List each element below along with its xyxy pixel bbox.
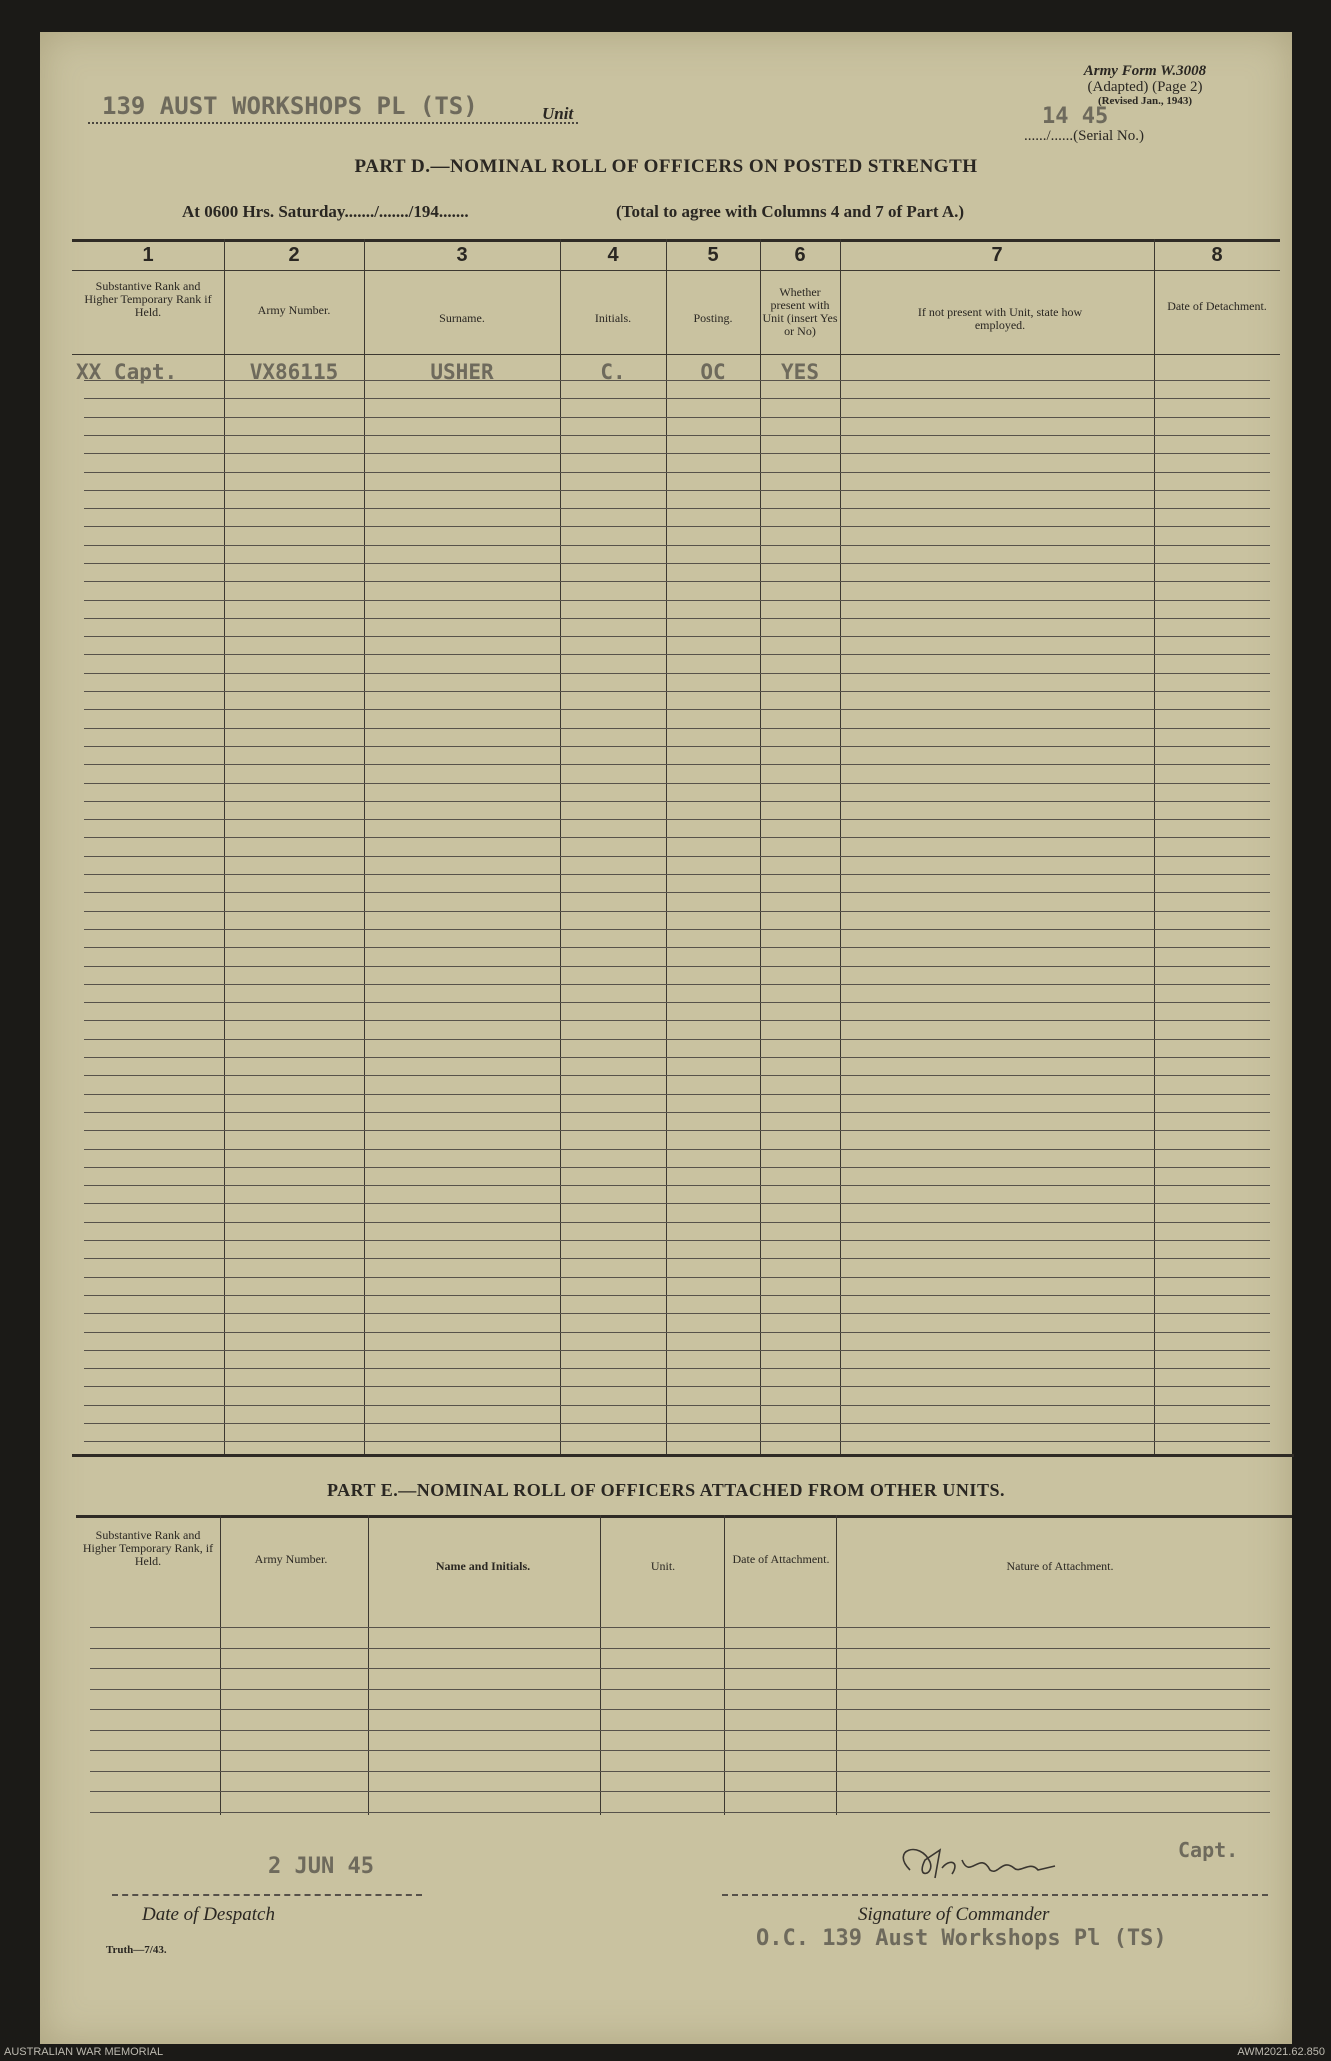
e-col-5-header: Date of Attachment. [732,1552,830,1566]
archive-id: AWM2021.62.850 [1237,2046,1325,2058]
col-3-header: Surname. [439,311,485,325]
part-d-column-divider [840,239,841,1454]
col-6-number: 6 [794,244,806,266]
e-col-2-header: Army Number. [254,1552,328,1566]
e-col-3-header: Name and Initials. [435,1559,531,1573]
part-e-column-divider [600,1515,601,1815]
col-8-number: 8 [1211,244,1223,266]
despatch-line [112,1894,422,1896]
unit-value: 139 AUST WORKSHOPS PL (TS) [102,92,478,120]
col-5-number: 5 [707,244,719,266]
part-d-row-line [84,966,1270,967]
row-1-rank: XX Capt. [76,360,178,384]
col-3-number: 3 [456,244,468,266]
part-d-row-line [84,874,1270,875]
part-d-row-line [84,929,1270,930]
part-d-row-line [84,1332,1270,1333]
part-d-row-line [84,1167,1270,1168]
e-col-1-header: Substantive Rank and Higher Temporary Rank, if Held. [82,1528,214,1568]
part-d-column-divider [560,239,561,1454]
part-e-column-divider [220,1515,221,1815]
printer-mark: Truth—7/43. [106,1944,167,1956]
part-e-row-line [90,1648,1270,1649]
part-d-row-line [84,508,1270,509]
col-4-header: Initials. [594,311,632,325]
col-7-number: 7 [991,244,1003,266]
despatch-label: Date of Despatch [142,1904,275,1925]
part-d-row-line [84,636,1270,637]
commander-unit-value: O.C. 139 Aust Workshops Pl (TS) [756,1926,1167,1951]
despatch-date-value: 2 JUN 45 [268,1854,374,1879]
row-1-posting: OC [700,360,726,384]
header-bottom-rule [72,354,1280,355]
part-d-row-line [84,563,1270,564]
table-bottom-rule [72,1454,1294,1457]
part-d-row-line [84,837,1270,838]
part-d-row-line [84,1185,1270,1186]
part-d-row-line [84,764,1270,765]
part-e-row-line [90,1750,1270,1751]
part-d-row-line [84,472,1270,473]
part-d-row-line [84,1149,1270,1150]
part-d-row-line [84,1057,1270,1058]
part-e-column-divider [724,1515,725,1815]
part-d-row-line [84,1240,1270,1241]
army-form-label: Army Form W.3008 [1083,63,1207,79]
col-5-header: Posting. [693,311,733,325]
serial-value: 14 45 [1042,104,1109,129]
part-e-top-rule [76,1515,1292,1518]
signature-line [722,1894,1268,1896]
part-e-row-line [90,1791,1270,1792]
part-d-row-line [84,435,1270,436]
part-e-row-line [90,1627,1270,1628]
part-d-row-line [84,398,1270,399]
row-1-surname: USHER [430,360,494,384]
part-e-title: PART E.—NOMINAL ROLL OF OFFICERS ATTACHED FROM OTHER UNITS. [327,1480,1005,1500]
part-e-row-line [90,1730,1270,1731]
part-e-column-divider [836,1515,837,1815]
part-d-row-line [84,1002,1270,1003]
col-1-header: Substantive Rank and Higher Temporary Rank if Held. [84,279,212,319]
part-d-row-line [84,1405,1270,1406]
serial-label: ....../......(Serial No.) [1024,128,1144,144]
part-d-row-line [84,581,1270,582]
part-d-row-line [84,1295,1270,1296]
part-d-row-line [84,856,1270,857]
part-d-row-line [84,526,1270,527]
part-d-row-line [84,1075,1270,1076]
col-2-number: 2 [288,244,300,266]
row-1-present: YES [781,360,819,384]
commander-signature [880,1840,1120,1890]
part-d-row-line [84,673,1270,674]
part-d-row-line [84,947,1270,948]
col-7-header: If not present with Unit, state how employed. [917,305,1083,332]
part-d-row-line [84,984,1270,985]
e-col-6-header: Nature of Attachment. [1006,1559,1114,1573]
part-d-row-line [84,1386,1270,1387]
col-2-header: Army Number. [257,303,331,317]
part-d-row-line [84,618,1270,619]
row-1-initials: C. [600,360,626,384]
part-e-row-line [90,1689,1270,1690]
part-d-row-line [84,746,1270,747]
part-d-row-line [84,490,1270,491]
part-d-column-divider [760,239,761,1454]
part-d-row-line [84,691,1270,692]
table-top-rule [72,239,1280,242]
archive-credit: AUSTRALIAN WAR MEMORIAL [4,2046,164,2058]
part-d-row-line [84,1277,1270,1278]
part-e-row-line [90,1812,1270,1813]
row-1-army-number: VX86115 [249,360,339,384]
unit-label: Unit [542,104,574,123]
part-d-row-line [84,1020,1270,1021]
part-d-row-line [84,1313,1270,1314]
part-d-row-line [84,911,1270,912]
part-d-row-line [84,654,1270,655]
part-d-row-line [84,1094,1270,1095]
part-d-row-line [84,1112,1270,1113]
part-d-row-line [84,1130,1270,1131]
part-d-row-line [84,892,1270,893]
part-d-column-divider [1154,239,1155,1454]
part-e-row-line [90,1668,1270,1669]
part-d-row-line [84,1350,1270,1351]
document-page [40,32,1292,2044]
part-d-row-line [84,453,1270,454]
adapted-label: (Adapted) (Page 2) [1087,79,1203,95]
revised-label: (Revised Jan., 1943) [1097,95,1193,107]
part-d-row-line [84,1039,1270,1040]
signature-label: Signature of Commander [858,1904,1050,1925]
part-d-row-line [84,801,1270,802]
part-d-row-line [84,819,1270,820]
e-col-4-header: Unit. [650,1559,676,1573]
part-e-row-line [90,1771,1270,1772]
part-d-row-line [84,417,1270,418]
part-d-row-line [84,709,1270,710]
part-d-column-divider [364,239,365,1454]
part-d-row-line [84,1203,1270,1204]
col-6-header: Whether present with Unit (insert Yes or No) [762,285,838,338]
header-number-rule [72,270,1280,271]
part-d-row-line [84,1368,1270,1369]
part-d-row-line [84,728,1270,729]
part-d-row-line [84,783,1270,784]
part-d-title: PART D.—NOMINAL ROLL OF OFFICERS ON POSTED STRENGTH [354,156,978,177]
part-d-subtitle-total: (Total to agree with Columns 4 and 7 of Part A.) [616,202,965,221]
part-d-row-line [84,545,1270,546]
part-e-column-divider [368,1515,369,1815]
col-1-number: 1 [142,244,154,266]
part-d-row-line [84,600,1270,601]
signature-rank: Capt. [1178,1838,1239,1862]
part-d-row-line [84,1258,1270,1259]
part-e-row-line [90,1709,1270,1710]
part-d-subtitle-date: At 0600 Hrs. Saturday......./......./194....... [182,202,469,221]
part-d-column-divider [666,239,667,1454]
part-d-row-line [84,1423,1270,1424]
part-d-row-line [84,1441,1270,1442]
col-4-number: 4 [607,244,619,266]
col-8-header: Date of Detachment. [1167,299,1267,313]
unit-dotted-line [88,122,578,124]
part-d-column-divider [224,239,225,1454]
part-d-row-line [84,1222,1270,1223]
